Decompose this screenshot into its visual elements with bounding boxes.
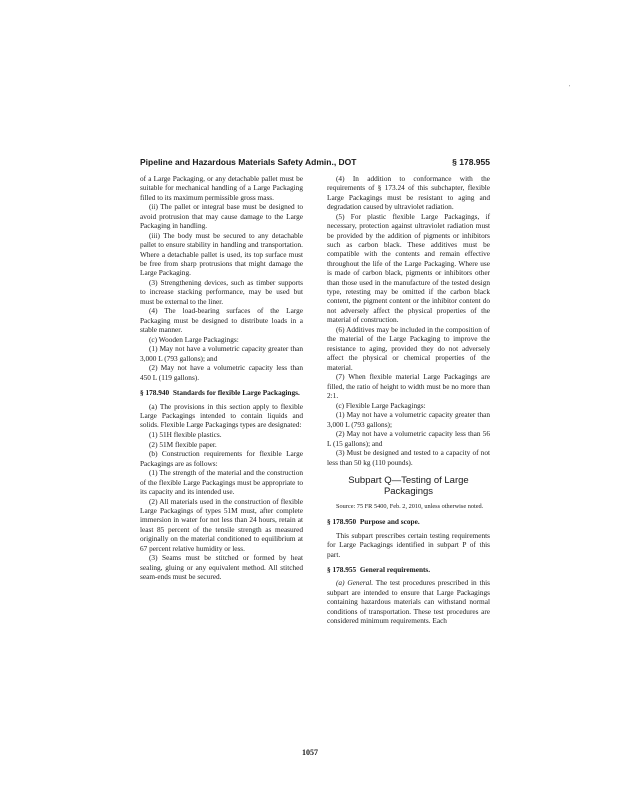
section-heading-178-950 xyxy=(327,517,490,526)
paragraph: (1) May not have a volumetric capacity greater than 3,000 L (793 gallons); xyxy=(327,410,490,429)
section-number: § 178.940 xyxy=(140,388,170,398)
paragraph: (2) All materials used in the construction of flexible Large Packagings of types 51M must, after complete immersion in water for not less than 24 hours, retain at least 85 percent of the tensile strength as measured originally on the material conditioned to equilibrium at 67 percent relative humidity or less. xyxy=(140,496,303,553)
paragraph: (5) For plastic flexible Large Packagings, if necessary, protection against ultraviolet radiation must be provided by the addition of pigments or inhibitors such as carbon black. These additives must be compatible with the contents and remain effective throughout the life of the Large Packaging. Where use is made of carbon black, pigments or inhibitors other than those used in the manufacture of the tested design type, retesting may be omitted if the carbon black content, the pigment content or the inhibitor content do not adversely affect the physical properties of the material of construction. xyxy=(327,211,490,325)
paragraph: (b) Construction requirements for flexible Large Packagings are as follows: xyxy=(140,449,303,468)
subpart-title-line: Packagings xyxy=(383,485,434,497)
paragraph: (ii) The pallet or integral base must be designed to avoid protrusion that may cause damage to the Large Packaging in handling. xyxy=(140,202,303,231)
paragraph: (7) When flexible material Large Packagings are filled, the ratio of height to width must be no more than 2:1. xyxy=(327,372,490,400)
paragraph: (3) Seams must be stitched or formed by heat sealing, gluing or any equivalent method. All stitched seam-ends must be secured. xyxy=(140,553,303,582)
paragraph: of a Large Packaging, or any detachable pallet must be suitable for mechanical handling of a Large Packaging filled to its maximum permissible gross mass. xyxy=(140,174,303,202)
section-heading-178-955 xyxy=(327,565,490,574)
corner-mark: ' xyxy=(569,85,571,91)
paragraph: (a) The provisions in this section apply to flexible Large Packagings intended to contain liquids and solids. Flexible Large Packagings types are designated: xyxy=(140,401,303,430)
paragraph: (2) May not have a volumetric capacity less than 450 L (119 gallons). xyxy=(140,363,303,382)
paragraph: (c) Flexible Large Packagings: xyxy=(336,400,426,410)
paragraph: (4) In addition to conformance with the requirements of § 173.24 of this subchapter, flexible Large Packagings must be resistant to aging and degradation caused by ultraviolet radiation. xyxy=(327,174,490,212)
paragraph-label: (a) General. xyxy=(336,578,374,588)
left-column xyxy=(140,174,303,582)
paragraph: (1) May not have a volumetric capacity greater than 3,000 L (793 gallons); and xyxy=(140,344,303,363)
paragraph xyxy=(327,578,490,625)
section-title: Standards for flexible Large Packagings. xyxy=(172,388,300,398)
header-section: § 178.955 xyxy=(452,157,490,167)
running-header xyxy=(140,157,490,171)
paragraph: (6) Additives may be included in the composition of the material of the Large Packaging to improve the resistance to aging, provided they do not adversely affect the physical or chemical properties of the material. xyxy=(327,324,490,372)
section-heading-178-940 xyxy=(140,388,303,397)
paragraph: (3) Must be designed and tested to a capacity of not less than 50 kg (110 pounds). xyxy=(327,448,490,467)
paragraph: (1) The strength of the material and the construction of the flexible Large Packagings must be appropriate to its capacity and its intended use. xyxy=(140,468,303,497)
section-number: § 178.950 xyxy=(327,517,357,527)
subpart-title-line: Subpart Q—Testing of Large xyxy=(348,474,469,486)
paragraph: (4) The load-bearing surfaces of the Large Packaging must be designed to distribute loads in a stable manner. xyxy=(140,306,303,335)
paragraph: (2) 51M flexible paper. xyxy=(149,439,217,449)
paragraph: (iii) The body must be secured to any detachable pallet to ensure stability in handling and transportation. Where a detachable pallet is used, its top surface must be free from sharp protrusions that might damage the Large Packaging. xyxy=(140,230,303,278)
paragraph: (2) May not have a volumetric capacity less than 56 L (15 gallons); and xyxy=(327,429,490,448)
paragraph: (1) 51H flexible plastics. xyxy=(149,430,222,440)
paragraph-text: The test procedures prescribed in this subpart are intended to ensure that Large Packagings containing hazardous materials can withstand normal conditions of transportation. These test procedures are considered minimum requirements. Each xyxy=(327,578,490,626)
paragraph: (c) Wooden Large Packagings: xyxy=(149,334,239,344)
section-title: Purpose and scope. xyxy=(359,517,420,527)
page-number: 1057 xyxy=(302,748,318,757)
subpart-heading xyxy=(327,475,490,497)
section-title: General requirements. xyxy=(359,565,431,575)
paragraph: This subpart prescribes certain testing requirements for Large Packagings identified in subpart P of this part. xyxy=(327,530,490,559)
header-agency: Pipeline and Hazardous Materials Safety Admin., DOT xyxy=(140,157,357,167)
source-note: Source: 75 FR 5400, Feb. 2, 2010, unless otherwise noted. xyxy=(336,502,484,510)
paragraph: (3) Strengthening devices, such as timber supports to increase stacking performance, may be used but must be external to the liner. xyxy=(140,278,303,306)
section-number: § 178.955 xyxy=(327,565,357,575)
right-column xyxy=(327,174,490,626)
